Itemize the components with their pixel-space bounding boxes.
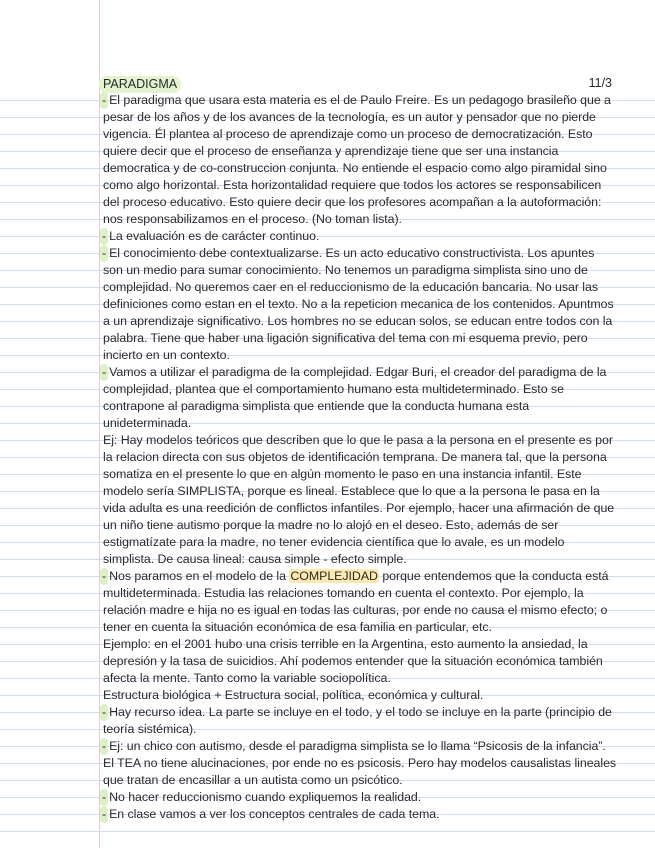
note-header: [103, 75, 617, 92]
bullet-dash: -: [102, 93, 107, 107]
bullet-dash: -: [102, 246, 107, 260]
page-number: 11/3: [588, 76, 612, 90]
bullet-dash: -: [102, 705, 107, 719]
paragraph-ejemplo-autismo: [103, 738, 617, 789]
paragraph-conocimiento: [103, 245, 617, 364]
paragraph-reduccionismo: [103, 789, 617, 806]
paragraph-text: El conocimiento debe contextualizarse. Es un acto educativo constructivista. Los apuntes son un medio para sumar conocimiento. No tenemos un paradigma simplista sino uno de complejidad. No queremos caer en el reduccionismo de la educación bancaria. No usar las definiciones como estan en el texto. No a la repeticion mecanica de los contenidos. Apuntmos a un aprendizaje significativo. Los hombres no se educan solos, se educan entre todos con la palabra. Tiene que haber una ligación significativa del tema con mi esquema previo, pero incierto en un contexto.: [103, 246, 614, 362]
paragraph-estructura: [103, 687, 617, 704]
bullet-dash: -: [102, 739, 107, 753]
notebook-margin-line: [99, 0, 100, 848]
note-title: PARADIGMA: [99, 76, 181, 93]
paragraph-text: Ejemplo: en el 2001 hubo una crisis terrible en la Argentina, esto aumento la ansiedad, la depresión y la tasa de suicidios. Ahí podemos entender que la situación económica también afecta la mente. Tanto como la variable sociopolítica.: [103, 637, 603, 685]
paragraph-text: Ej: Hay modelos teóricos que describen que lo que le pasa a la persona en el presente es por la relacion directa con sus objetos de identificación temprana. De manera tal, que la persona somatiza en el presente lo que en algún momento le paso en una instancia infantil. Este modelo sería SIMPLISTA, porque es lineal. Establece que lo que a la persona le pasa en la vida adulta es una reedición de conflictos infantiles. Por ejemplo, hacer una afirmación de que un niño tiene autismo porque la madre no lo alojó en el deseo. Esto, además de ser estigmatízate para la madre, no tener evidencia científica que lo avale, es un modelo simplista. De causa lineal: causa simple - efecto simple.: [103, 433, 615, 566]
paragraph-conceptos: [103, 806, 617, 823]
paragraph-text-post: porque entendemos que la conducta está multideterminada. Estudia las relaciones tomando en cuenta el contexto. Por ejemplo, la relación madre e hija no es igual en todas las culturas, por ende no causa el mismo efecto; o tener en cuenta la situación económica de esa familia en particular, etc.: [103, 569, 609, 634]
paragraph-text: Estructura biológica + Estructura social, política, económica y cultural.: [103, 688, 484, 702]
bullet-dash: -: [102, 807, 107, 821]
paragraph-ejemplo-2001: [103, 636, 617, 687]
paragraph-text: En clase vamos a ver los conceptos centrales de cada tema.: [109, 807, 440, 821]
highlighted-term: COMPLEJIDAD: [290, 569, 378, 583]
paragraph-text: No hacer reduccionismo cuando expliquemos la realidad.: [109, 790, 422, 804]
note-page: [103, 75, 617, 823]
paragraph-text: El paradigma que usara esta materia es el de Paulo Freire. Es un pedagogo brasileño que a pesar de los años y de los avances de la tecnología, es un autor y pensador que no pierde vigencia. Él plantea al proceso de aprendizaje como un proceso de democratización. Esto quiere decir que el proceso de enseñanza y aprendizaje tiene que ser una instancia democratica y de co-construccion conjunta. No entiende el espacio como algo piramidal sino como algo horizontal. Esta horizontalidad requiere que todos los actores se responsabilicen del proceso educativo. Esto quiere decir que los profesores acompañan a la autoformación: nos responsabilizamos en el proceso. (No toman lista).: [103, 93, 611, 226]
bullet-dash: -: [102, 229, 107, 243]
bullet-dash: -: [102, 569, 107, 583]
paragraph-complejidad-intro: [103, 364, 617, 432]
paragraph-text: La evaluación es de carácter continuo.: [109, 229, 320, 243]
paragraph-recurso-idea: [103, 704, 617, 738]
bullet-dash: -: [102, 365, 107, 379]
bullet-dash: -: [102, 790, 107, 804]
paragraph-text-pre: Nos paramos en el modelo de la: [109, 569, 290, 583]
note-body: [103, 92, 617, 823]
paragraph-text: Hay recurso idea. La parte se incluye en el todo, y el todo se incluye en la parte (principio de teoría sistémica).: [103, 705, 612, 736]
paragraph-ejemplo-simplista: [103, 432, 617, 568]
paragraph-freire: [103, 92, 617, 228]
paragraph-text: Vamos a utilizar el paradigma de la complejidad. Edgar Buri, el creador del paradigma de la complejidad, plantea que el comportamiento humano esta multideterminado. Esto se contrapone al paradigma simplista que entiende que la conducta humana esta unideterminada.: [103, 365, 607, 430]
paragraph-evaluacion: [103, 228, 617, 245]
paragraph-text: Ej: un chico con autismo, desde el paradigma simplista se lo llama “Psicosis de la infancia”. El TEA no tiene alucinaciones, por ende no es psicosis. Pero hay modelos causalistas lineales que tratan de encasillar a un autista como un psicótico.: [103, 739, 617, 787]
paragraph-modelo-complejidad: [103, 568, 617, 636]
